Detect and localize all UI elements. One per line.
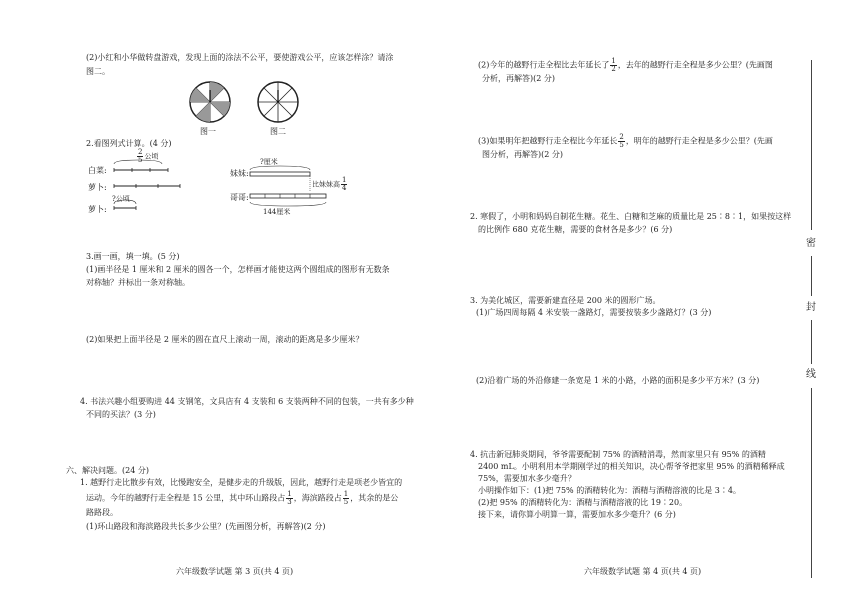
r4-line5: (2)把 95% 的酒精转化为：酒精与酒精溶液的比 19∶20。: [478, 498, 688, 507]
seal-line-mid2: [811, 320, 812, 364]
seal-line-bottom: [811, 388, 812, 578]
r4-line6: 接下来，请你算小明算一算，需要加水多少毫升？(6 分): [478, 510, 676, 519]
seal-char-feng: 封: [806, 302, 816, 313]
page4-footer: 六年级数学试题 第 4 页(共 4 页): [584, 567, 702, 576]
luobo2-label: 萝卜:: [88, 205, 107, 214]
q3-part1-b: 对称轴？并标出一条对称轴。: [86, 278, 190, 287]
page3-footer: 六年级数学试题 第 3 页(共 4 页): [176, 567, 294, 576]
q3-part1-a: (1)画半径是 1 厘米和 2 厘米的圆各一个，怎样画才能使这两个圆组成的图形有无数条: [86, 265, 390, 274]
q2-top-fraction: $\frac{2}{5}$ 公顷: [138, 148, 159, 164]
r-q2: (2)今年的越野行走全程比去年延长了 $\frac{1}{2}$ ，去年的越野行走全程是多少公里？(先画图: [478, 57, 773, 73]
total-cm: 144厘米: [263, 208, 291, 216]
r-q3: (3)如果明年把越野行走全程比今年延长 $\frac{2}{5}$ ，明年的越野行走全程是多少公里？(先画: [478, 133, 773, 149]
r4-line3: 75%，需要加水多少毫升？: [478, 474, 576, 483]
r3-line1: 3. 为美化城区，需要新建直径是 200 米的圆形广场。: [470, 296, 661, 305]
r3-sub2: (2)沿着广场的外沿修建一条宽是 1 米的小路，小路的面积是多少平方米？(3 分): [476, 376, 760, 385]
section6-title: 六、解决问题。(24 分): [66, 466, 149, 475]
q4-line2: 不同的买法？(3 分): [86, 410, 156, 419]
q2-part2-line1: (2)小红和小华做转盘游戏，发现上面的涂法不公平，要使游戏公平，应该怎样涂？请涂: [86, 53, 394, 62]
compare-label: 比妹妹高 $\frac{1}{4}$: [312, 176, 347, 192]
unknown-cm: ?厘米: [260, 158, 278, 166]
r3-sub1: (1)广场四周每隔 4 米安装一盏路灯，需要按装多少盏路灯？(3 分): [476, 308, 712, 317]
seal-line-mid1: [811, 256, 812, 296]
r4-line4: 小明操作如下：(1)把 75% 的酒精转化为：酒精与酒精溶液的比是 3∶4。: [478, 486, 741, 495]
s6-q1-line1: 1. 越野行走比散步有效，比慢跑安全，是健步走的升级版，因此，越野行走是项老少皆宜的: [80, 478, 403, 487]
q3-title: 3.画一画，填一填。(5 分): [86, 252, 180, 261]
fig1-caption: 图一: [200, 127, 216, 136]
baicai-label: 白菜:: [88, 166, 107, 175]
s6-q1-line2: 运动。今年的越野行走全程是 15 公里，其中环山路段占 $\frac{1}{3}$ ，海滨路段占 $\frac{1}{5}$ ，其余的是公: [86, 490, 399, 506]
fig2-caption: 图二: [270, 127, 286, 136]
s6-q1-line3: 路路段。: [86, 508, 118, 517]
seal-char-xian: 线: [806, 369, 816, 380]
seal-char-mi: 密: [806, 238, 816, 249]
meimei-label: 妹妹:: [230, 169, 249, 178]
q2-part2-line2: 图二。: [86, 67, 110, 76]
gege-label: 哥哥:: [230, 193, 249, 202]
r2-line1: 2. 寒假了，小明和妈妈自制花生糖。花生、白糖和芝麻的质量比是 25∶8∶1，如果按这样: [470, 212, 792, 221]
r4-line1: 4. 抗击新冠肺炎期间，爷爷需要配制 75% 的酒精消毒，然而家里只有 95% 的酒精: [470, 450, 766, 459]
seal-line-top: [811, 60, 812, 230]
luobo-label: 萝卜:: [88, 183, 107, 192]
q4-line1: 4. 书法兴趣小组要购进 44 支钢笔，文具店有 4 支装和 6 支装两种不同的包装，一共有多少种: [80, 397, 414, 406]
r4-line2: 2400 mL。小明利用本学期刚学过的相关知识，决心帮爷爷把家里 95% 的酒精稀释成: [478, 462, 785, 471]
q2-title: 2.看图列式计算。(4 分): [86, 139, 172, 148]
r-q2-line2: 分析，再解答)(2 分): [482, 74, 555, 83]
r-q3-line2: 图分析，再解答)(2 分): [482, 150, 563, 159]
r2-line2: 的比例作 680 克花生糖，需要的食材各是多少？(6 分): [478, 225, 673, 234]
s6-q1-sub1: (1)环山路段和海滨路段共长多少公里？(先画图分析，再解答)(2 分): [86, 522, 326, 531]
unknown-hectare: ?公顷: [112, 195, 130, 203]
q3-part2: (2)如果把上面半径是 2 厘米的圆在直尺上滚动一周，滚动的距离是多少厘米？: [86, 335, 364, 344]
